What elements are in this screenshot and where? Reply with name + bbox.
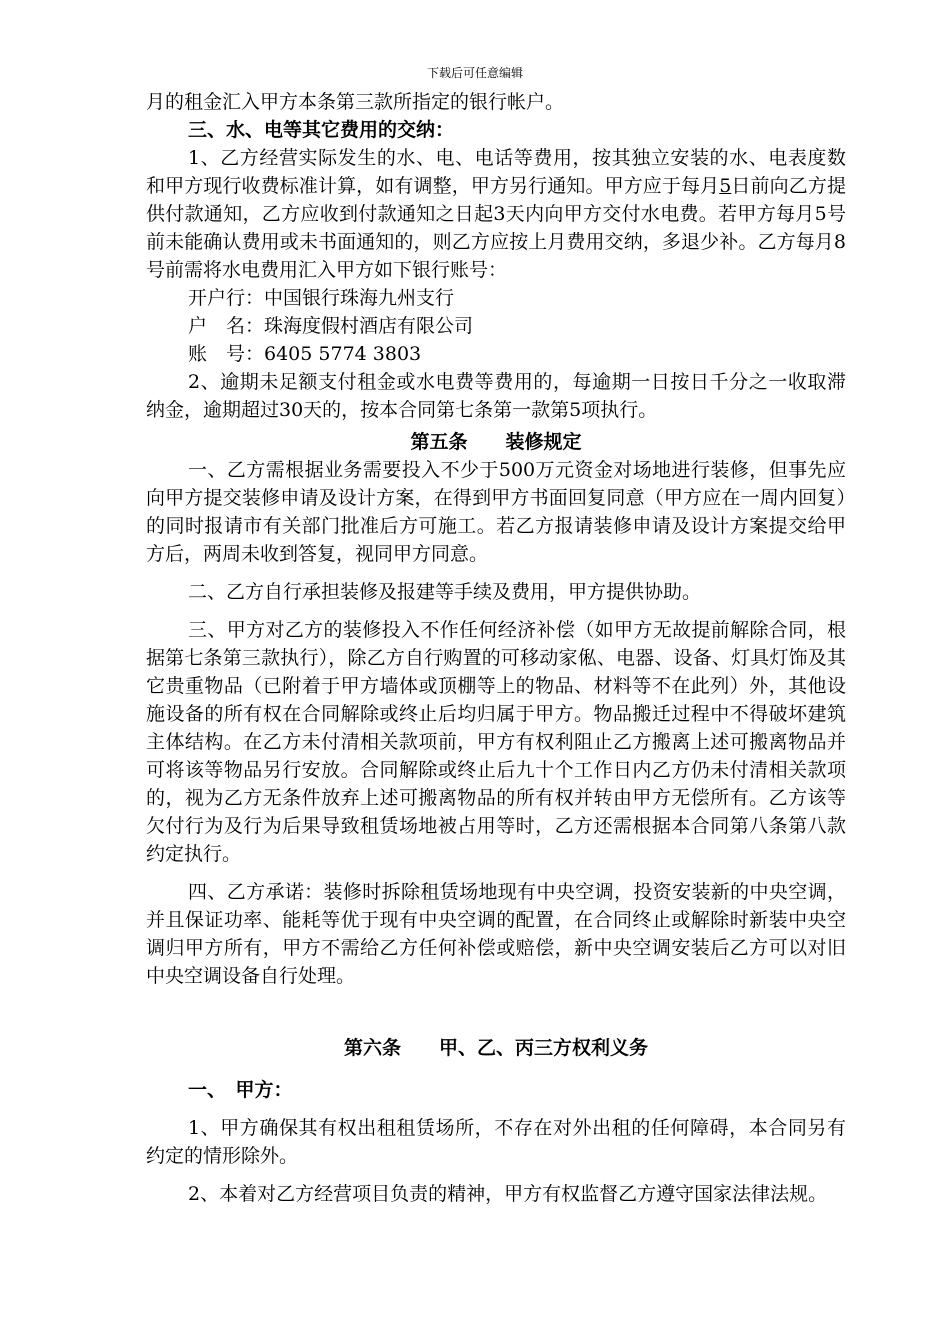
paragraph-rent-transfer: 月的租金汇入甲方本条第三款所指定的银行帐户。 xyxy=(146,91,565,113)
document-body xyxy=(146,88,846,1208)
page-header: 下载后可任意编辑 xyxy=(426,66,523,80)
paragraph-renovation-4: 四、乙方承诺：装修时拆除租赁场地现有中央空调，投资安装新的中央空调，并且保证功率、能耗等优于现有中央空调的配置，在合同终止或解除时新装中央空调归甲方所有，甲方不需给乙方任何补偿或赔偿，新中央空调安装后乙方可以对旧中央空调设备自行处理。 xyxy=(146,881,846,987)
paragraph-renovation-1: 一、乙方需根据业务需要投入不少于500万元资金对场地进行装修，但事先应向甲方提交装修申请及设计方案，在得到甲方书面回复同意（甲方应在一周内回复）的同时报请市有关部门批准后方可施工。若乙方报请装修申请及设计方案提交给甲方后，两周未收到答复，视同甲方同意。 xyxy=(146,459,846,565)
paragraph-party-a-1: 1、甲方确保其有权出租租赁场所，不存在对外出租的任何障碍，本合同另有约定的情形除外。 xyxy=(146,1117,846,1167)
paragraph-utility-fees xyxy=(146,144,846,284)
article-6-title: 第六条 甲、乙、丙三方权利义务 xyxy=(343,1037,648,1059)
article-5-title: 第五条 装修规定 xyxy=(410,431,582,453)
bank-name-line: 开户行：中国银行珠海九州支行 xyxy=(188,287,455,309)
section-heading-utilities: 三、水、电等其它费用的交纳： xyxy=(188,119,455,141)
paragraph-renovation-2: 二、乙方自行承担装修及报建等手续及费用，甲方提供协助。 xyxy=(188,581,702,603)
paragraph-party-a-2: 2、本着对乙方经营项目负责的精神，甲方有权监督乙方遵守国家法律法规。 xyxy=(188,1183,828,1205)
paragraph-late-fee: 2、逾期未足额支付租金或水电费等费用的，每逾期一日按日千分之一收取滞纳金，逾期超过30天的，按本合同第七条第一款第5项执行。 xyxy=(146,371,846,421)
utility-fees-text-b: 日前向乙方提供付款通知，乙方应收到付款通知之日起3天内向甲方交付水电费。若甲方每月5号前未能确认费用或未书面通知的，则乙方应按上月费用交纳，多退少补。乙方每月8号前需将水电费用汇入甲方如下银行账号： xyxy=(146,175,846,281)
notice-day: 5 xyxy=(719,175,732,197)
party-a-heading: 一、 甲方： xyxy=(188,1079,293,1101)
paragraph-renovation-3: 三、甲方对乙方的装修投入不作任何经济补偿（如甲方无故提前解除合同，根据第七条第三款执行），除乙方自行购置的可移动家俬、电器、设备、灯具灯饰及其它贵重物品（已附着于甲方墙体或顶棚等上的物品、材料等不在此列）外，其他设施设备的所有权在合同解除或终止后均归属于甲方。物品搬迁过程中不得破坏建筑主体结构。在乙方未付清相关款项前，甲方有权利阻止乙方搬离上述可搬离物品并可将该等物品另行安放。合同解除或终止后九十个工作日内乙方仍未付清相关款项的，视为乙方无条件放弃上述可搬离物品的所有权并转由甲方无偿所有。乙方该等欠付行为及行为后果导致租赁场地被占用等时，乙方还需根据本合同第八条第八款约定执行。 xyxy=(146,619,846,865)
account-name-line: 户 名：珠海度假村酒店有限公司 xyxy=(188,315,474,337)
utility-fees-text-a: 1、乙方经营实际发生的水、电、电话等费用，按其独立安装的水、电表度数和甲方现行收费标准计算，如有调整，甲方另行通知。甲方应于每月 xyxy=(146,147,846,197)
account-number-line: 账 号：6405 5774 3803 xyxy=(188,343,422,365)
